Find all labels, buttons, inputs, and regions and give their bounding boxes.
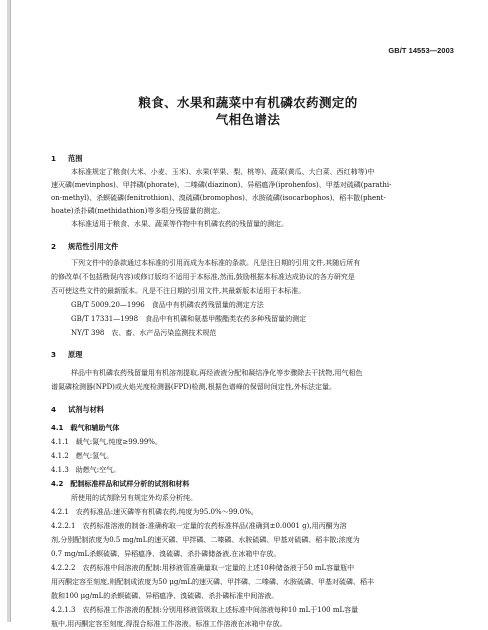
- reference-item: NY/T 398 农、畜、水产品污染监测技术规范: [71, 329, 217, 337]
- clause-4-1-2: 4.1.2 燃气:氢气。: [51, 452, 114, 460]
- reference-item: GB/T 17331—1998 食品中有机磷和氨基甲酸酯类农药多种残留量的测定: [71, 315, 307, 323]
- viewer-left-edge: [7, 0, 11, 622]
- refs-paragraph-line: 的修改单(不包括勘误内容)或修订版均不适用于本标准,然而,鼓励根据本标准达成协议的各方研究是: [51, 273, 355, 281]
- section-title: 试剂与材料: [68, 405, 104, 414]
- scope-applicability: 本标准适用于粮食、水果、蔬菜等作物中有机磷农药的残留量的测定。: [71, 220, 288, 228]
- section-title: 范围: [68, 154, 83, 163]
- refs-paragraph-line: 否可使这些文件的最新版本。凡是不注日期的引用文件,其最新版本适用于本标准。: [51, 287, 306, 295]
- section-number: 4: [51, 405, 57, 414]
- clause-4-2-2-2-line: 用丙酮定容至刻度,则配制成浓度为50 μg/mL的速灭磷、甲拌磷、二嗪磷、水胺硫磷、甲基对硫磷、稻丰: [51, 578, 375, 586]
- section-1-heading: [51, 154, 82, 164]
- section-title: 规范性引用文件: [68, 242, 119, 251]
- clause-4-2-1: 4.2.1 农药标准品:速灭磷等有机磷农药,纯度为95.0%～99.0%。: [51, 508, 258, 516]
- section-title: 原理: [68, 350, 83, 359]
- clause-4-2-1-3-line: 瓶中,用丙酮定容至刻度,得混合标准工作溶液。标准工作溶液在冰箱中存放。: [51, 620, 287, 628]
- clause-4-2-note: 所使用的试剂除另有规定外均系分析纯。: [71, 494, 197, 502]
- principle-paragraph-line: 谱氮磷检测器(NPD)或火焰光度检测器(FPD)检测,根据色谱峰的保留时间定性,外标法定量。: [51, 383, 336, 391]
- refs-paragraph-line: 下列文件中的条款通过本标准的引用而成为本标准的条款。凡是注日期的引用文件,其随后所有: [71, 259, 361, 267]
- scope-paragraph-line: hoate)杀扑磷(methidathion)等多组分残留量的测定。: [51, 207, 225, 215]
- principle-paragraph-line: 样品中有机磷农药残留量用有机溶剂提取,再经液液分配和凝结净化等步骤除去干扰物,用气相色: [71, 369, 363, 377]
- clause-4-2-1-3-line: 4.2.1.3 农药标准工作溶液的配制:分别用移液管吸取上述标准中间溶液每种10 mL于100 mL容量: [51, 606, 359, 614]
- clause-4-2-2-2-line: 4.2.2.2 农药标准中间溶液的配制:用移液管准确量取一定量的上述10种储备液于50 mL容量瓶中: [51, 564, 355, 572]
- scope-paragraph-line: 本标准规定了粮食(大米、小麦、玉米)、水果(苹果、梨、桃等)、蔬菜(黄瓜、大白菜、西红柿等)中: [71, 168, 375, 176]
- clause-4-2-2-2-line: 散和100 μg/mL的杀螟硫磷、异稻瘟净、溴硫磷、杀扑磷标准中间溶液。: [51, 592, 279, 600]
- document-title-line-2: 气相色谱法: [215, 112, 281, 127]
- section-number: 3: [51, 350, 57, 359]
- scope-paragraph-line: 速灭磷(mevinphos)、甲拌磷(phorate)、二嗪磷(diazinon)、异稻瘟净(iprohenfos)、甲基对硫磷(parathi-: [51, 181, 392, 189]
- subsection-4-1-heading: 4.1 载气和辅助气体: [51, 424, 120, 432]
- section-2-heading: [51, 242, 118, 252]
- reference-item: GB/T 5009.20—1996 食品中有机磷农药残留量的测定方法: [71, 301, 264, 309]
- section-4-heading: [51, 405, 104, 415]
- standard-number: GB/T 14553—2003: [388, 46, 454, 55]
- subsection-4-2-heading: 4.2 配制标准样品和试样分析的试剂和材料: [51, 480, 190, 488]
- clause-4-2-2-1-line: 剂,分别配制浓度为0.5 mg/mL的速灭磷、甲拌磷、二嗪磷、水胺硫磷、甲基对硫磷、稻丰散;浓度为: [51, 536, 360, 544]
- clause-4-2-2-1-line: 4.2.2.1 农药标准溶液的制备:准确称取一定量的农药标准样品(准确到±0.0001 g),用丙酮为溶: [51, 522, 347, 530]
- section-number: 2: [51, 242, 57, 251]
- clause-4-1-3: 4.1.3 助燃气:空气。: [51, 466, 121, 474]
- clause-4-1-1: 4.1.1 载气:氮气,纯度≥99.99%。: [51, 438, 162, 446]
- document-title-line-1: 粮食、水果和蔬菜中有机磷农药测定的: [138, 95, 358, 110]
- section-number: 1: [51, 154, 57, 163]
- section-3-heading: [51, 350, 82, 360]
- document-page: [13, 0, 488, 628]
- scope-paragraph-line: on-methyl)、杀螟硫磷(fenitrothion)、溴硫磷(bromophos)、水胺硫磷(isocarbophos)、稻丰散(phent-: [51, 194, 386, 202]
- clause-4-2-2-1-line: 0.7 mg/mL杀螟硫磷、异稻瘟净、溴硫磷、杀扑磷储备液,在冰箱中存放。: [51, 550, 281, 558]
